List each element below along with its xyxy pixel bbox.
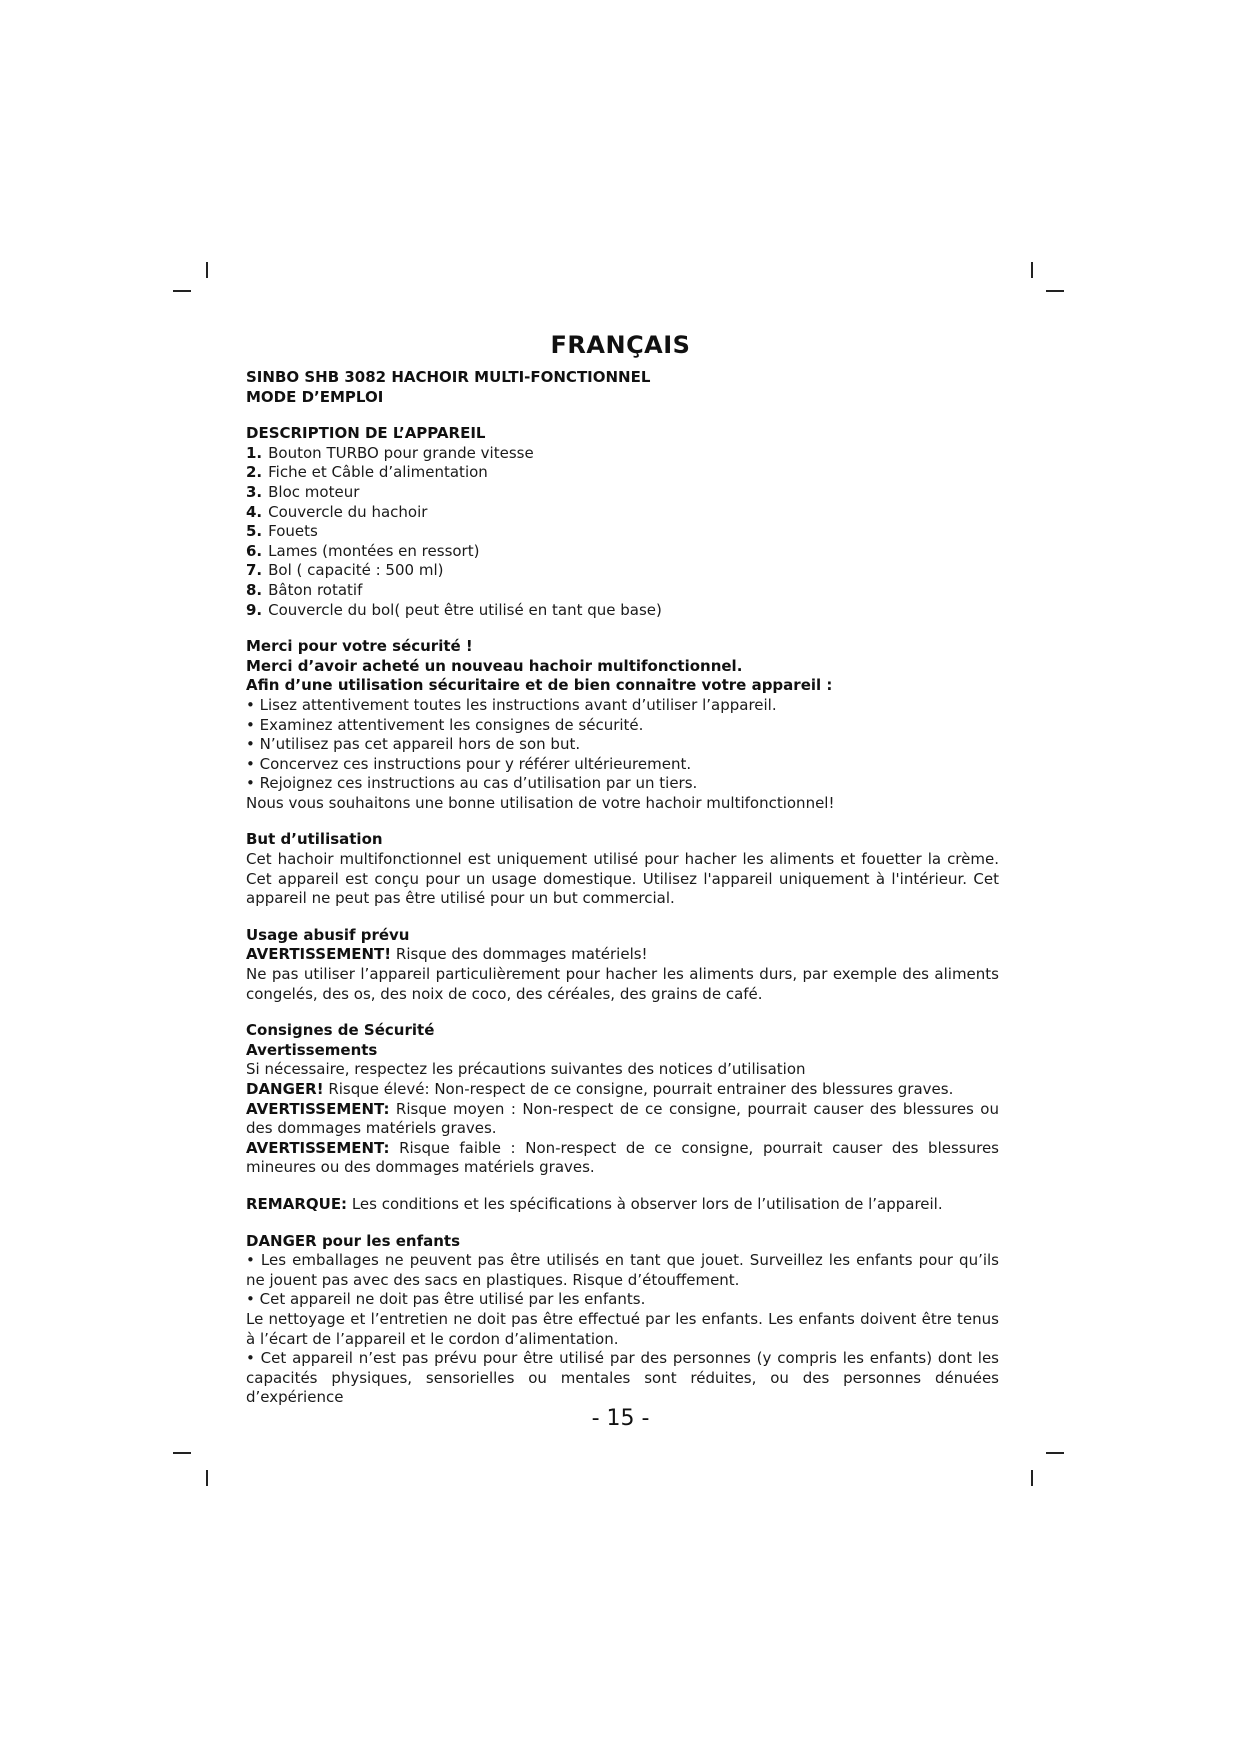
list-item: 8. Bâton rotatif [246, 580, 363, 599]
consignes-intro: Si nécessaire, respectez les précautions suivantes des notices d’utilisation [246, 1060, 806, 1079]
enfants-paragraph-1: • Les emballages ne peuvent pas être utilisés en tant que jouet. Surveillez les enfants pour qu’ils ne jouent pas avec des sacs en plastiques. Risque d’étouffement. [246, 1251, 999, 1289]
description-heading: DESCRIPTION DE L’APPAREIL [246, 424, 486, 443]
bullet-item: • Rejoignez ces instructions au cas d’utilisation par un tiers. [246, 774, 698, 793]
bullet-item: • Lisez attentivement toutes les instructions avant d’utiliser l’appareil. [246, 695, 777, 714]
usage-warning: AVERTISSEMENT! Risque des dommages matériels! [246, 945, 648, 964]
danger-label: DANGER! [246, 1080, 324, 1098]
usage-paragraph: Ne pas utiliser l’appareil particulièrement pour hacher les aliments durs, par exemple des aliments congelés, des os, des noix de coco, des céréales, des grains de café. [246, 965, 999, 1003]
list-item: 4. Couvercle du hachoir [246, 502, 428, 521]
list-item: 1. Bouton TURBO pour grande vitesse [246, 443, 534, 462]
danger-line: DANGER! Risque élevé: Non-respect de ce consigne, pourrait entrainer des blessures graves. [246, 1080, 954, 1098]
bullet-item: • N’utilisez pas cet appareil hors de son but. [246, 735, 581, 754]
crop-mark-top-left-vertical [206, 262, 208, 278]
merci-line-2: Merci d’avoir acheté un nouveau hachoir multifonctionnel. [246, 656, 743, 675]
list-item: 3. Bloc moteur [246, 482, 360, 501]
but-heading: But d’utilisation [246, 830, 383, 849]
list-item: 5. Fouets [246, 522, 318, 541]
mode-heading: MODE D’EMPLOI [246, 387, 384, 406]
remarque-label: REMARQUE: [246, 1194, 348, 1213]
merci-closing: Nous vous souhaitons une bonne utilisation de votre hachoir multifonctionnel! [246, 793, 835, 812]
enfants-paragraph-3: Le nettoyage et l’entretien ne doit pas être effectué par les enfants. Les enfants doivent être tenus à l’écart de l’appareil et le cordon d’alimentation. [246, 1309, 999, 1348]
product-heading: SINBO SHB 3082 HACHOIR MULTI-FONCTIONNEL [246, 368, 651, 386]
crop-mark-bottom-left-vertical [206, 1470, 208, 1486]
warning-medium-line: AVERTISSEMENT: Risque moyen : Non-respect de ce consigne, pourrait causer des blessures ou des dommages matériels graves. [246, 1099, 999, 1138]
bullet-item: • Concervez ces instructions pour y référer ultérieurement. [246, 754, 692, 773]
merci-line-1: Merci pour votre sécurité ! [246, 637, 473, 656]
crop-mark-bottom-right-vertical [1031, 1470, 1033, 1486]
document-body [246, 368, 999, 1408]
crop-mark-top-left-horizontal [173, 290, 191, 292]
list-item: 9. Couvercle du bol( peut être utilisé en tant que base) [246, 600, 662, 619]
enfants-heading: DANGER pour les enfants [246, 1231, 461, 1250]
remarque-line: REMARQUE: Les conditions et les spécifications à observer lors de l’utilisation de l’appareil. [246, 1194, 943, 1213]
list-item: 6. Lames (montées en ressort) [246, 541, 480, 560]
consignes-heading: Consignes de Sécurité [246, 1021, 435, 1040]
list-item: 7. Bol ( capacité : 500 ml) [246, 561, 444, 580]
enfants-paragraph-2: • Cet appareil ne doit pas être utilisé par les enfants. [246, 1290, 646, 1309]
but-paragraph: Cet hachoir multifonctionnel est uniquement utilisé pour hacher les aliments et fouetter la crème. Cet appareil est conçu pour un usage domestique. Utilisez l'appareil uniquement à l'intérieur. Cet appareil ne peut pas être utilisé pour un but commercial. [246, 850, 999, 908]
usage-heading: Usage abusif prévu [246, 925, 410, 944]
merci-line-3: Afin d’une utilisation sécuritaire et de bien connaitre votre appareil : [246, 676, 833, 695]
warning-low-line: AVERTISSEMENT: Risque faible : Non-respect de ce consigne, pourrait causer des blessures mineures ou des dommages matériels graves. [246, 1138, 999, 1177]
list-item: 2. Fiche et Câble d’alimentation [246, 463, 488, 482]
crop-mark-top-right-horizontal [1046, 290, 1064, 292]
bullet-item: • Examinez attentivement les consignes de sécurité. [246, 715, 644, 734]
crop-mark-top-right-vertical [1031, 262, 1033, 278]
crop-mark-bottom-left-horizontal [173, 1452, 191, 1454]
parts-list [246, 444, 999, 620]
warning-label: AVERTISSEMENT: [246, 1138, 390, 1157]
warning-label: AVERTISSEMENT: [246, 1099, 390, 1118]
page-title: FRANÇAIS [550, 331, 691, 359]
enfants-paragraph-4: • Cet appareil n’est pas prévu pour être utilisé par des personnes (y compris les enfants) dont les capacités physiques, sensorielles ou mentales sont réduites, ou des personnes dénuées d’expérience [246, 1349, 999, 1407]
crop-mark-bottom-right-horizontal [1046, 1452, 1064, 1454]
avertissements-heading: Avertissements [246, 1040, 378, 1059]
warning-label: AVERTISSEMENT! [246, 945, 392, 964]
page-number: - 15 - [591, 1406, 650, 1431]
